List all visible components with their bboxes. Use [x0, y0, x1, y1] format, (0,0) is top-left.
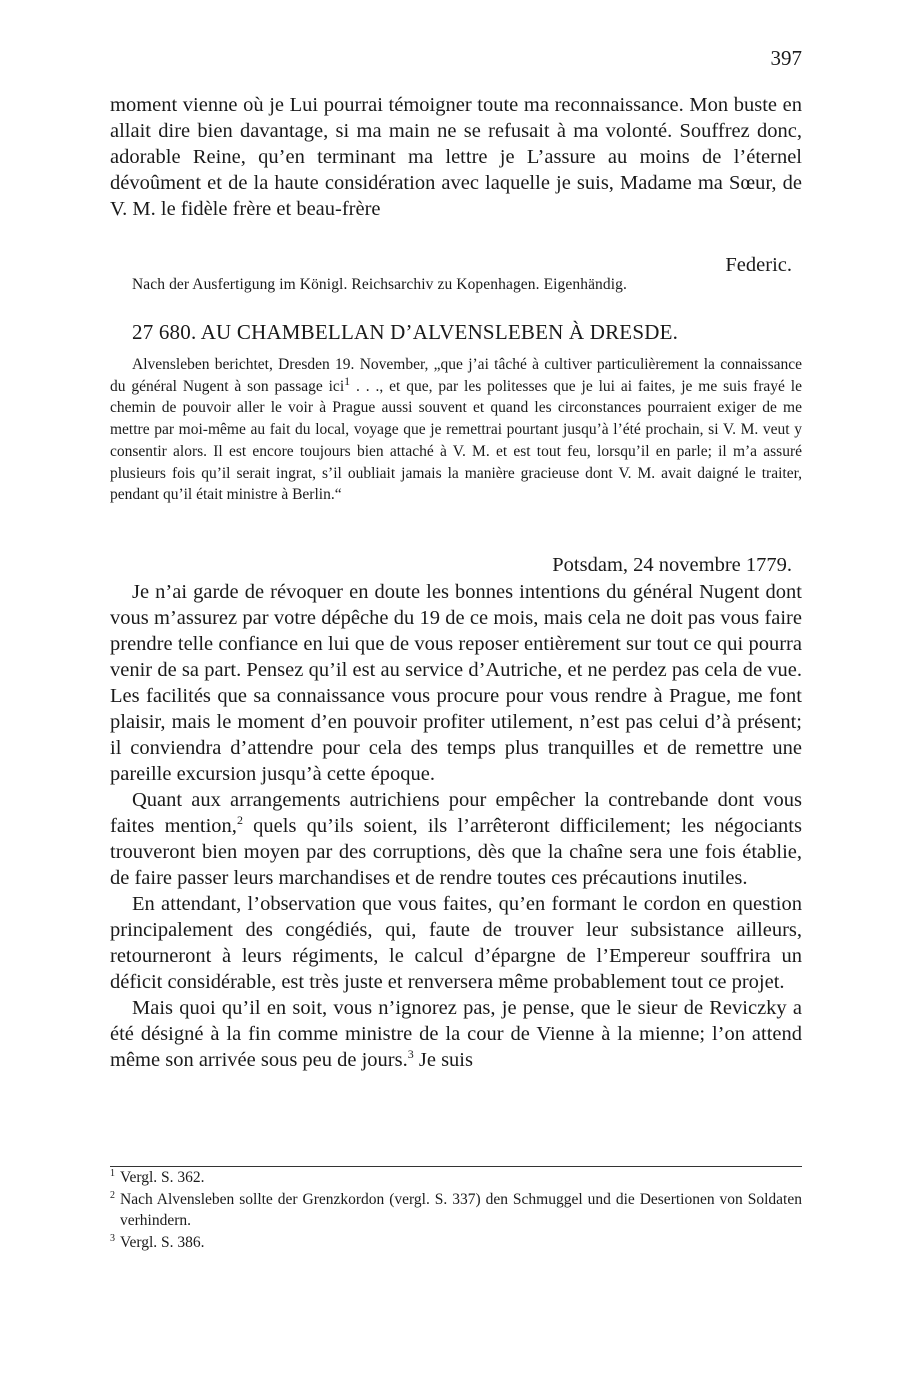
- letter-paragraph: [110, 995, 802, 1073]
- footnote-ref-2: 2: [236, 813, 243, 828]
- summary-text-start: Alvensleben berichtet, Dresden 19. November, „que j’ai tâché à cultiver particulièrement la connaissance du général Nugent à son passage ici: [110, 356, 802, 395]
- paragraph-text: Quant aux arrangements autrichiens pour empêcher la contrebande dont vous faites mention,: [110, 789, 802, 837]
- summary-text-end: . . ., et que, par les politesses que je lui ai faites, je me suis frayé le chemin de pouvoir aller le voir à Prague aussi souvent et quand les circonstances pourraient exiger de me mettre par moi-même au fait du local, voyage que je remettrai pourtant jusqu’à l’été prochain, si V. M. veut y consentir alors. Il est encore toujours bien attaché à V. M. et est tout feu, lorsqu’il en parle; il m’a assuré plusieurs fois qu’il serait ingrat, s’il oubliait jamais la manière gracieuse dont V. M. avait daigné le traiter, pendant qu’il était ministre à Berlin.“: [110, 377, 802, 504]
- letter-paragraph: [110, 787, 802, 891]
- source-note: Nach der Ausfertigung im Königl. Reichsarchiv zu Kopenhagen. Eigenhändig.: [132, 276, 627, 293]
- paragraph-text: quels qu’ils soient, ils l’arrêteront difficilement; les négociants trouveront bien moyen par des corruptions, dès que la chaîne sera une fois établie, de faire passer leurs marchandises et de rendre toutes ces précautions inutiles.: [110, 815, 802, 889]
- footnote: [110, 1167, 802, 1189]
- letter-body: [110, 579, 802, 1073]
- footnote: [110, 1232, 802, 1254]
- paragraph-text: Mais quoi qu’il en soit, vous n’ignorez pas, je pense, que le sieur de Reviczky a été désigné à la fin comme ministre de la cour de Vienne à la mienne; l’on attend même son arrivée sous peu de jours.: [110, 997, 802, 1071]
- footnote-text: Vergl. S. 386.: [120, 1233, 205, 1251]
- letter-paragraph: En attendant, l’observation que vous faites, qu’en formant le cordon en question principalement des congédiés, qui, faute de trouver leur subsistance ailleurs, retourneront à leurs régiments, le calcul d’épargne de l’Empereur souffrira un déficit considérable, est très juste et renversera même probablement tout ce projet.: [110, 893, 802, 993]
- letter-heading: 27 680. AU CHAMBELLAN D’ALVENSLEBEN À DRESDE.: [132, 320, 679, 344]
- closing-paragraph: moment vienne où je Lui pourrai témoigner toute ma reconnaissance. Mon buste en allait dire bien davantage, si ma main ne se refusait à ma volonté. Souffrez donc, adorable Reine, qu’en terminant ma lettre je L’assure au moins de l’éternel dévoûment et de la haute considération avec laquelle je suis, Madame ma Sœur, de V. M. le fidèle frère et beau-frère: [110, 94, 802, 220]
- dateline: Potsdam, 24 novembre 1779.: [552, 554, 792, 576]
- footnote-text: Nach Alvensleben sollte der Grenzkordon (vergl. S. 337) den Schmuggel und die Desertionen von Soldaten verhindern.: [120, 1190, 802, 1229]
- footnote-ref-3: 3: [407, 1047, 414, 1062]
- footnote: [110, 1189, 802, 1232]
- signature: Federic.: [725, 254, 792, 276]
- footnote-text: Vergl. S. 362.: [120, 1169, 205, 1186]
- footnote-mark: 1: [110, 1168, 115, 1179]
- footnote-mark: 2: [110, 1189, 115, 1201]
- paragraph-text: Je suis: [413, 1049, 473, 1071]
- letter-summary: [110, 354, 802, 506]
- letter-paragraph: Je n’ai garde de révoquer en doute les bonnes intentions du général Nugent dont vous m’assurez par votre dépêche du 19 de ce mois, mais cela ne doit pas vous faire prendre telle confiance en lui que de vous reposer entièrement sur tout ce qui pourra venir de sa part. Pensez qu’il est au service d’Autriche, et ne perdez pas cela de vue. Les facilités que sa connaissance vous procure pour vous rendre à Prague, me font plaisir, mais le moment d’en pouvoir profiter utilement, n’est pas celui d’à présent; il conviendra d’attendre pour cela des temps plus tranquilles et de remettre une pareille excursion jusqu’à cette époque.: [110, 581, 802, 785]
- footnotes: [110, 1167, 802, 1253]
- footnote-ref-1: 1: [344, 373, 351, 388]
- footnote-mark: 3: [110, 1232, 115, 1244]
- page-number: 397: [770, 46, 802, 70]
